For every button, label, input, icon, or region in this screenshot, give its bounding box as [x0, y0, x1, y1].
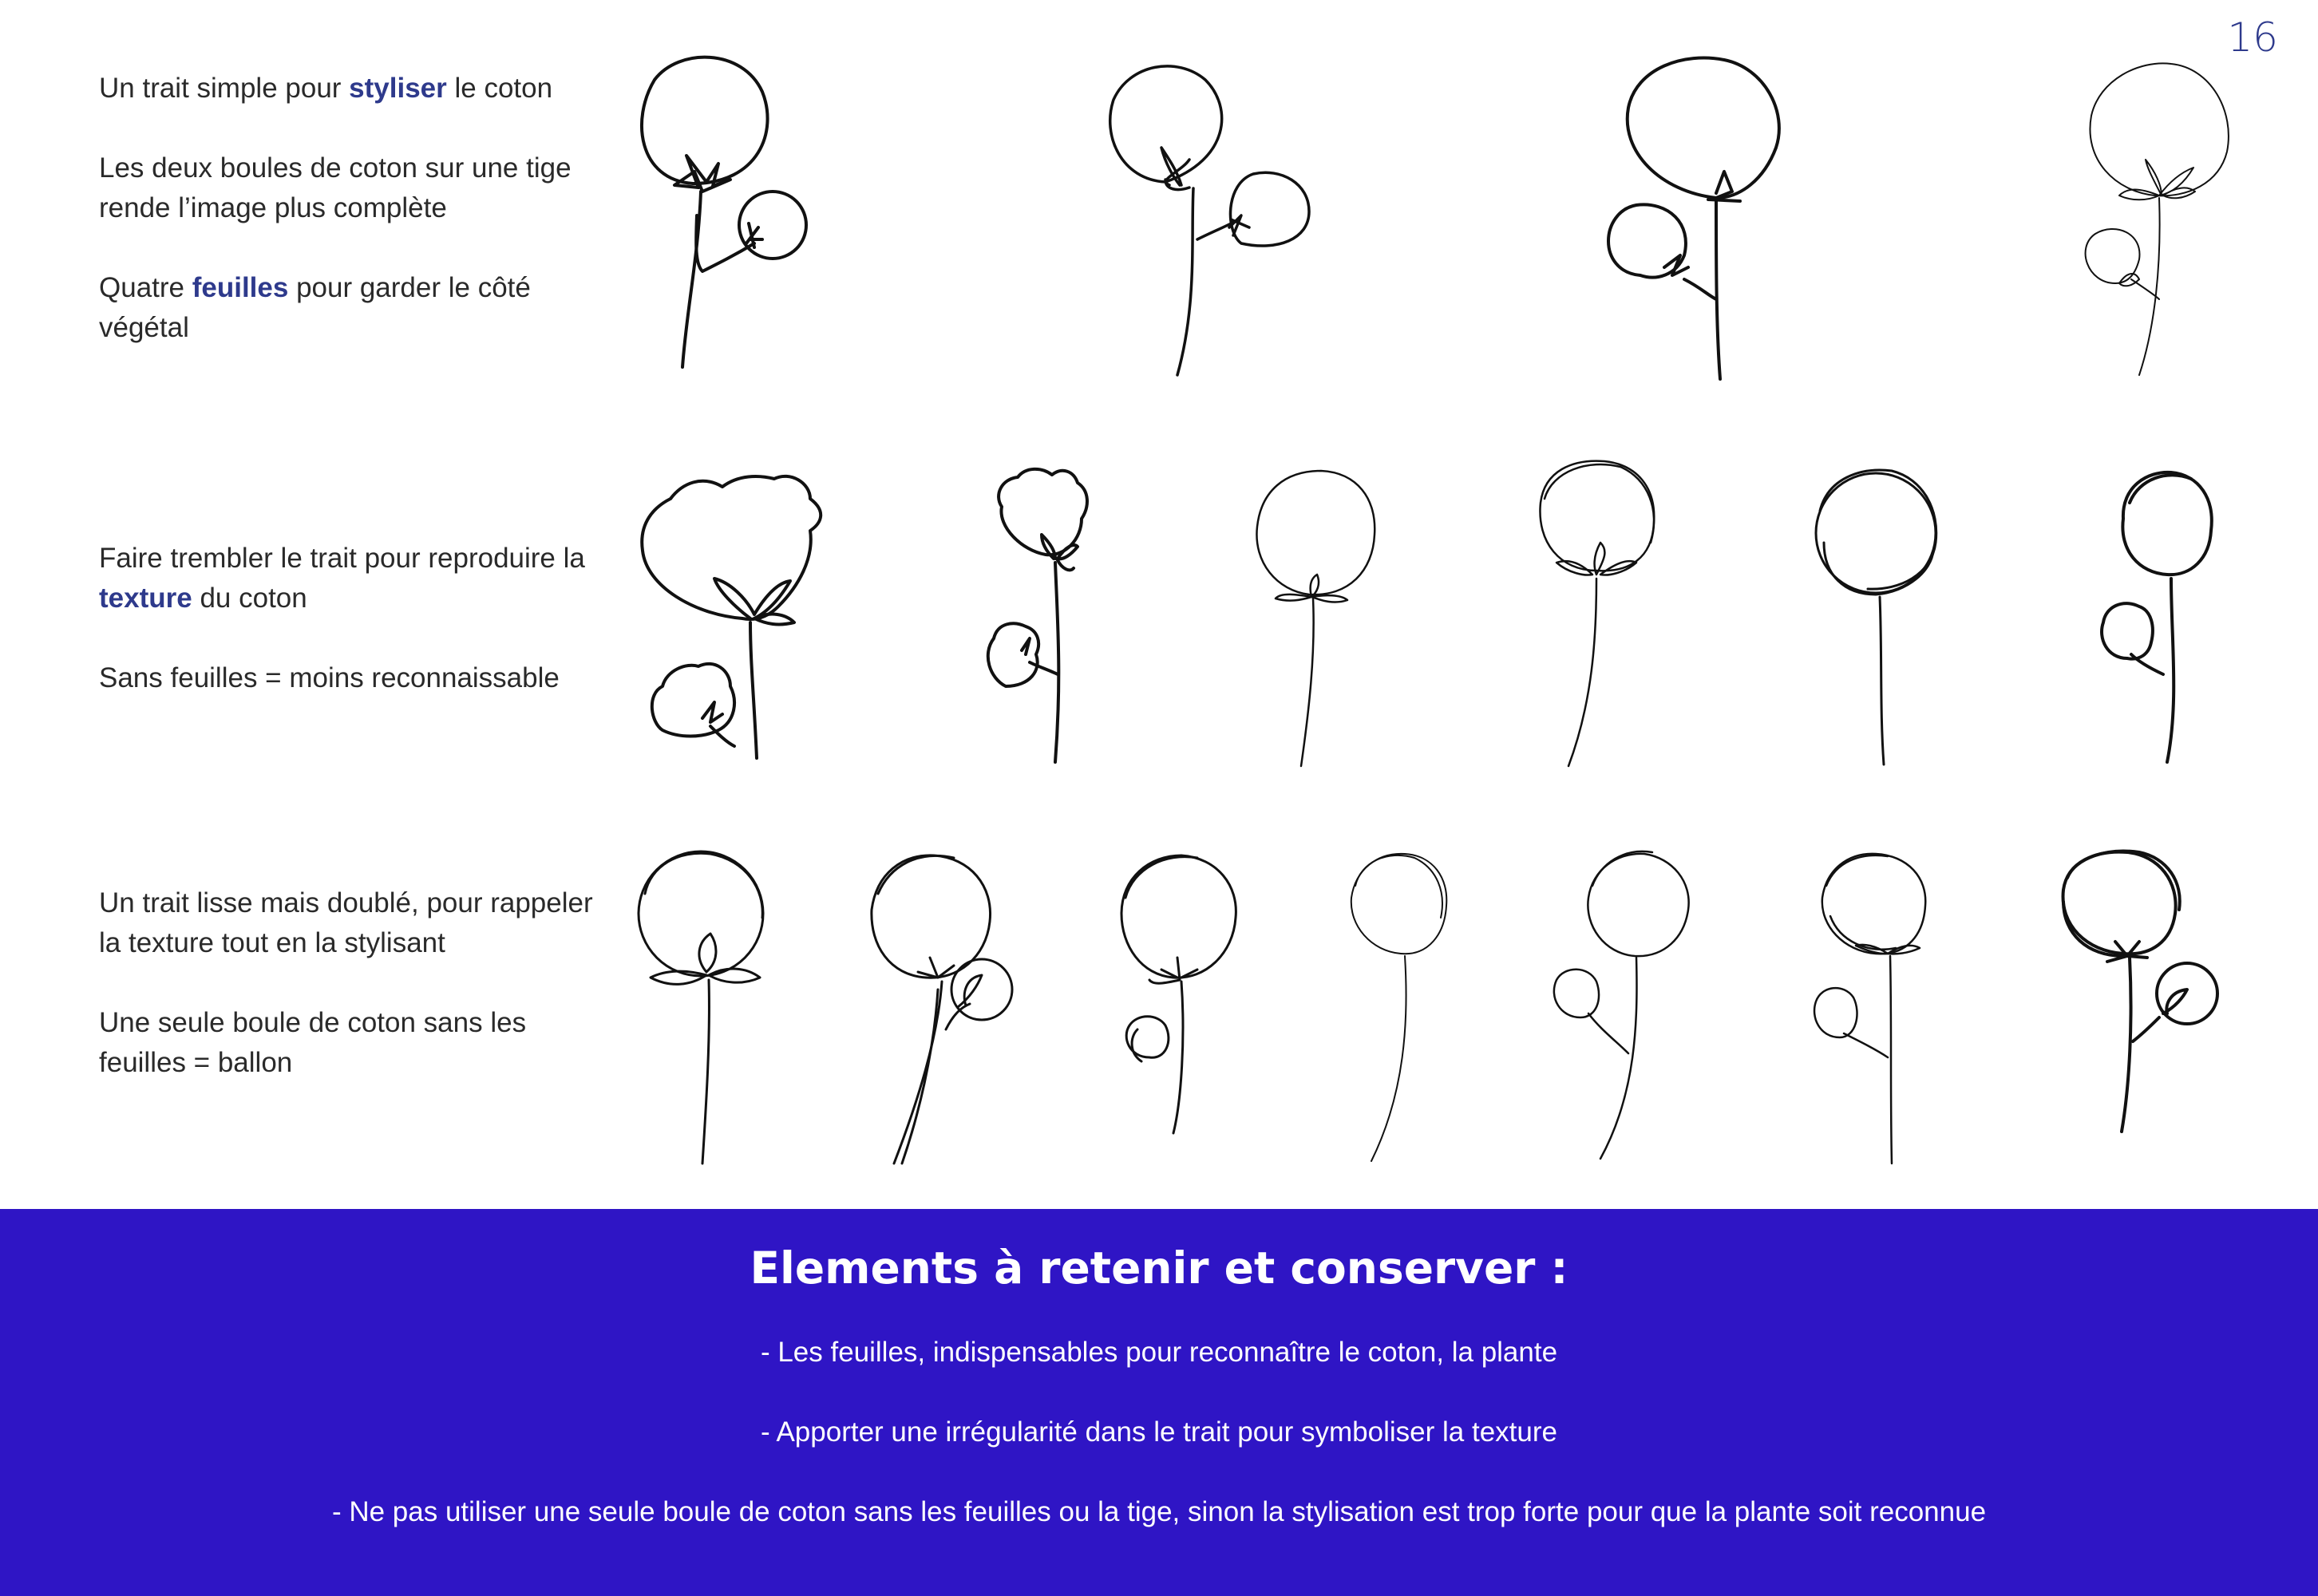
note-paragraph: Sans feuilles = moins reconnaissable	[99, 662, 560, 693]
cotton-sketch-2-2	[988, 469, 1087, 762]
cotton-sketch-1-1	[642, 57, 806, 367]
cotton-sketch-3-3	[1121, 855, 1236, 1133]
cotton-sketch-3-5	[1554, 851, 1689, 1159]
cotton-sketch-2-3	[1256, 471, 1375, 766]
emphasis-text: styliser	[349, 73, 447, 104]
cotton-sketch-3-1	[639, 851, 763, 1163]
cotton-sketch-3-2	[872, 855, 1012, 1163]
cotton-sketch-1-3	[1608, 58, 1779, 380]
cotton-sketch-2-1	[642, 476, 821, 758]
note-paragraph: Une seule boule de coton sans les feuilles = ballon	[99, 1007, 527, 1078]
note-paragraph: Faire trembler le trait pour reproduire la texture du coton	[99, 543, 585, 614]
cotton-sketch-1-4	[2086, 63, 2229, 375]
note-paragraph: Quatre feuilles pour garder le côté végétal	[99, 272, 531, 343]
cotton-sketch-2-5	[1816, 470, 1936, 764]
cotton-sketch-2-4	[1540, 461, 1654, 766]
emphasis-text: texture	[99, 583, 192, 614]
page-number: 16	[2227, 14, 2278, 61]
footer-banner	[0, 1209, 2318, 1596]
emphasis-text: feuilles	[192, 272, 289, 303]
note-paragraph: Un trait simple pour styliser le coton	[99, 73, 553, 104]
footer-item: - Les feuilles, indispensables pour reconnaître le coton, la plante	[760, 1337, 1558, 1368]
footer-item: - Apporter une irrégularité dans le trait pour symboliser la texture	[761, 1416, 1557, 1448]
cotton-sketch-3-7	[2063, 851, 2217, 1132]
note-paragraph: Les deux boules de coton sur une tige rende l’image plus complète	[99, 152, 572, 223]
cotton-sketch-3-6	[1814, 854, 1925, 1163]
note-paragraph: Un trait lisse mais doublé, pour rappeler la texture tout en la stylisant	[99, 887, 593, 958]
footer-title: Elements à retenir et conserver :	[750, 1242, 1568, 1294]
footer-item: - Ne pas utiliser une seule boule de coton sans les feuilles ou la tige, sinon la stylisation est trop forte pour que la plante soit reconnue	[331, 1496, 1987, 1527]
cotton-sketch-3-4	[1351, 854, 1447, 1161]
cotton-sketch-2-6	[2102, 472, 2212, 762]
cotton-sketch-1-2	[1110, 66, 1309, 375]
